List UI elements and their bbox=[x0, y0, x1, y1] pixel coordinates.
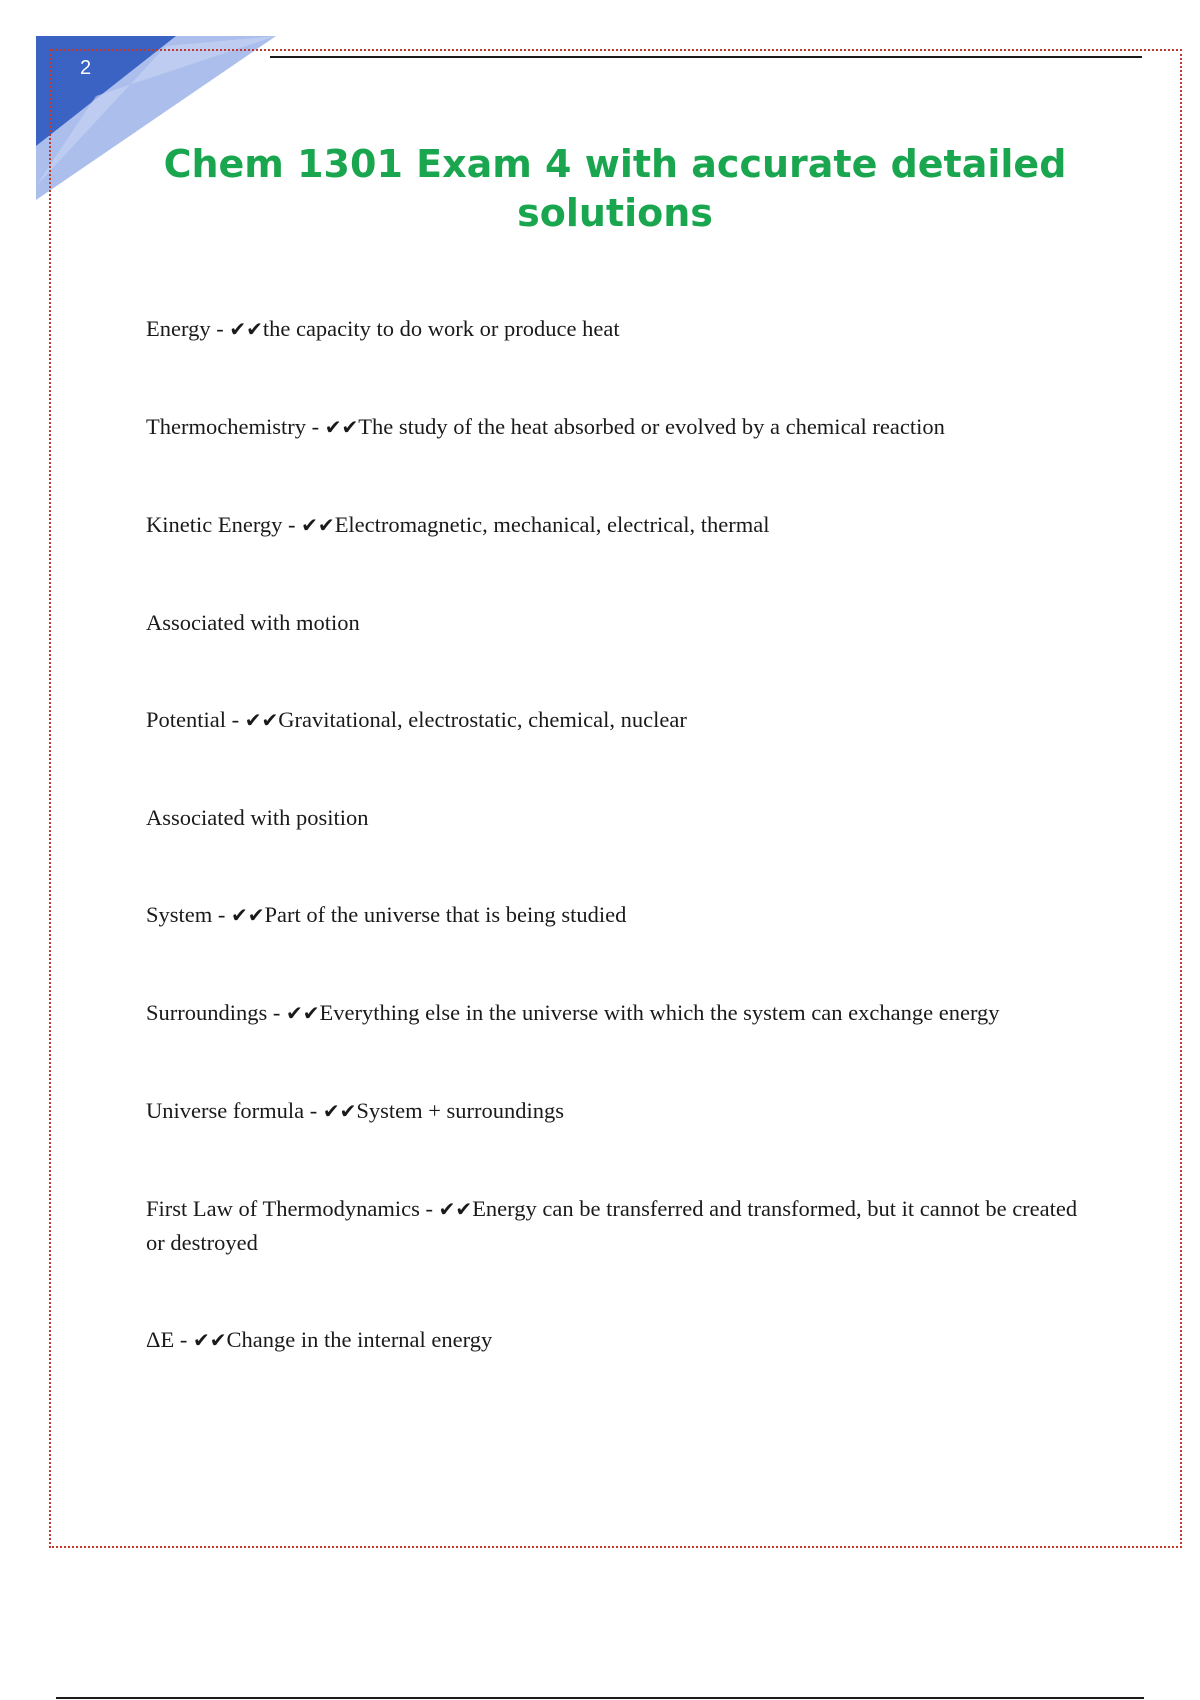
entry-separator: - bbox=[419, 1196, 439, 1221]
definition-entry bbox=[146, 703, 1096, 737]
check-icon: ✔✔ bbox=[324, 415, 359, 439]
entry-term: Energy bbox=[146, 316, 211, 341]
entry-separator: - bbox=[304, 1098, 323, 1123]
definition-entry bbox=[146, 1323, 1096, 1357]
entry-definition: Electromagnetic, mechanical, electrical, thermal bbox=[334, 512, 770, 537]
definition-entry bbox=[146, 606, 1096, 639]
definition-entry bbox=[146, 898, 1096, 932]
definition-list bbox=[146, 312, 1096, 1421]
definition-entry bbox=[146, 312, 1096, 346]
entry-term: ΔE bbox=[146, 1327, 175, 1352]
entry-definition: Gravitational, electrostatic, chemical, nuclear bbox=[278, 707, 687, 732]
check-icon: ✔✔ bbox=[322, 1099, 357, 1123]
entry-definition: System + surroundings bbox=[356, 1098, 565, 1123]
footer-rule bbox=[56, 1697, 1144, 1699]
definition-entry bbox=[146, 996, 1096, 1030]
entry-term: System bbox=[146, 902, 213, 927]
entry-term: First Law of Thermodynamics bbox=[146, 1196, 420, 1221]
entry-separator: - bbox=[282, 512, 302, 537]
entry-separator: - bbox=[305, 414, 325, 439]
entry-term: Surroundings bbox=[146, 1000, 268, 1025]
entry-definition: Change in the internal energy bbox=[226, 1327, 493, 1352]
entry-separator: - bbox=[226, 707, 245, 732]
entry-definition: Energy can be transferred and transformed, but it cannot be created or destroyed bbox=[146, 1196, 1078, 1255]
entry-definition: Part of the universe that is being studied bbox=[264, 902, 627, 927]
entry-separator: - bbox=[210, 316, 230, 341]
entry-definition: the capacity to do work or produce heat bbox=[262, 316, 620, 341]
definition-entry bbox=[146, 1094, 1096, 1128]
entry-definition: Associated with position bbox=[146, 805, 369, 830]
entry-definition: The study of the heat absorbed or evolved by a chemical reaction bbox=[358, 414, 945, 439]
entry-separator: - bbox=[174, 1327, 193, 1352]
check-icon: ✔✔ bbox=[229, 317, 263, 341]
entry-term: Thermochemistry bbox=[146, 414, 306, 439]
definition-entry bbox=[146, 801, 1096, 834]
entry-term: Universe formula bbox=[146, 1098, 305, 1123]
entry-term: Kinetic Energy bbox=[146, 512, 283, 537]
definition-entry bbox=[146, 508, 1096, 542]
definition-entry bbox=[146, 1192, 1096, 1259]
definition-entry bbox=[146, 410, 1096, 444]
entry-separator: - bbox=[212, 902, 232, 927]
check-icon: ✔✔ bbox=[286, 1001, 320, 1025]
entry-term: Potential bbox=[146, 707, 226, 732]
entry-definition: Everything else in the universe with which the system can exchange energy bbox=[319, 1000, 1000, 1025]
check-icon: ✔✔ bbox=[301, 513, 335, 537]
page-number: 2 bbox=[80, 57, 92, 79]
entry-separator: - bbox=[267, 1000, 287, 1025]
check-icon: ✔✔ bbox=[244, 708, 279, 732]
check-icon: ✔✔ bbox=[192, 1328, 227, 1352]
entry-definition: Associated with motion bbox=[146, 610, 360, 635]
document-title: Chem 1301 Exam 4 with accurate detailed solutions bbox=[163, 142, 1067, 235]
check-icon: ✔✔ bbox=[438, 1197, 473, 1221]
check-icon: ✔✔ bbox=[231, 903, 265, 927]
